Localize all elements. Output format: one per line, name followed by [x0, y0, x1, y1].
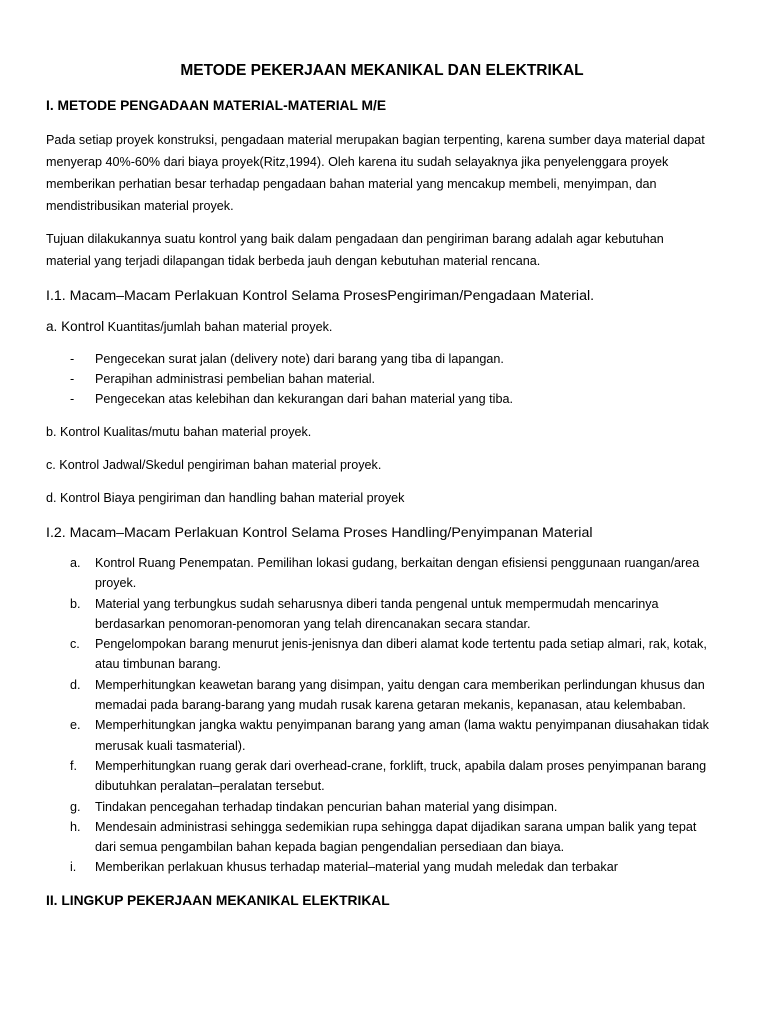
list-item	[46, 797, 710, 817]
dash-marker: -	[70, 392, 75, 406]
list-item-text: Pengecekan surat jalan (delivery note) dari barang yang tiba di lapangan.	[95, 352, 504, 366]
control-item-d: d. Kontrol Biaya pengiriman dan handling bahan material proyek	[46, 491, 405, 505]
control-item-c: c. Kontrol Jadwal/Skedul pengiriman bahan material proyek.	[46, 458, 382, 472]
list-marker: g.	[70, 799, 81, 814]
list-marker: h.	[70, 819, 81, 834]
list-item	[46, 857, 710, 877]
list-item-text: Memberikan perlakuan khusus terhadap material–material yang mudah meledak dan terbakar	[95, 860, 618, 875]
document-title: METODE PEKERJAAN MEKANIKAL DAN ELEKTRIKAL	[180, 62, 584, 79]
list-item-text: Mendesain administrasi sehingga sedemikian rupa sehingga dapat dijadikan sarana umpan balik yang tepat dari semua pengambilan bahan kepada bagian pengendalian persediaan dan biaya.	[95, 819, 697, 855]
list-item-text: Pengelompokan barang menurut jenis-jenisnya dan diberi alamat kode tertentu pada setiap almari, rak, kotak, atau timbunan barang.	[95, 637, 707, 672]
section-1-heading: I. METODE PENGADAAN MATERIAL-MATERIAL M/E	[46, 98, 387, 113]
control-item-b: b. Kontrol Kualitas/mutu bahan material proyek.	[46, 425, 312, 439]
list-item-text: Memperhitungkan ruang gerak dari overhead-crane, forklift, truck, apabila dalam proses penyimpanan barang dibutuhkan peralatan–peralatan tersebut.	[95, 758, 707, 794]
list-item-text: Pengecekan atas kelebihan dan kekurangan dari bahan material yang tiba.	[95, 392, 513, 406]
list-item	[46, 389, 710, 409]
list-item-text: Tindakan pencegahan terhadap tindakan pencurian bahan material yang disimpan.	[95, 799, 558, 814]
section-1-paragraph-1: Pada setiap proyek konstruksi, pengadaan material merupakan bagian terpenting, karena sumber daya material dapat menyerap 40%-60% dari biaya proyek(Ritz,1994). Oleh karena itu sudah selayaknya jika penyelenggara proyek memberikan perhatian besar terhadap pengadaan bahan material yang mencakup membeli, menyimpan, dan mendistribusikan material proyek.	[46, 133, 705, 213]
list-item-text: Memperhitungkan keawetan barang yang disimpan, yaitu dengan cara memberikan perlindungan khusus dan memadai pada barang-barang yang mudah rusak karena getaran mekanis, kepanasan, atau kelembaban.	[95, 677, 705, 713]
list-marker: b.	[70, 596, 81, 611]
dash-marker: -	[70, 352, 75, 366]
list-marker: c.	[70, 637, 80, 652]
list-item	[46, 675, 710, 716]
list-item	[46, 756, 710, 797]
list-marker: a.	[70, 556, 81, 570]
control-item-a-text: Kuantitas/jumlah bahan material proyek.	[104, 320, 333, 334]
quantity-check-list	[46, 349, 710, 409]
list-marker: i.	[70, 860, 77, 875]
dash-marker: -	[70, 372, 75, 386]
list-item	[46, 715, 710, 756]
list-item	[46, 634, 710, 675]
list-item	[46, 594, 710, 635]
subsection-1-1-heading: I.1. Macam–Macam Perlakuan Kontrol Selama ProsesPengiriman/Pengadaan Material.	[46, 288, 595, 304]
control-item-a-lead: a. Kontrol	[46, 319, 105, 334]
list-item-text: Memperhitungkan jangka waktu penyimpanan barang yang aman (lama waktu penyimpanan diusahakan tidak merusak kuali tasmaterial).	[95, 718, 709, 753]
subsection-1-2-heading: I.2. Macam–Macam Perlakuan Kontrol Selama Proses Handling/Penyimpanan Material	[46, 525, 593, 541]
list-item-text: Kontrol Ruang Penempatan. Pemilihan lokasi gudang, berkaitan dengan efisiensi penggunaan ruangan/area proyek.	[95, 556, 700, 591]
list-item	[46, 349, 710, 369]
list-marker: f.	[70, 758, 77, 773]
list-item-text: Material yang terbungkus sudah seharusnya diberi tanda pengenal untuk mempermudah mencarinya berdasarkan penomoran-penomoran yang telah direncanakan secara standar.	[95, 596, 659, 631]
handling-control-list	[46, 553, 710, 878]
control-item-a	[46, 316, 710, 338]
list-item	[46, 369, 710, 389]
list-item-text: Perapihan administrasi pembelian bahan material.	[95, 372, 376, 386]
list-item	[46, 817, 710, 858]
list-marker: e.	[70, 718, 81, 733]
section-2-heading: II. LINGKUP PEKERJAAN MEKANIKAL ELEKTRIKAL	[46, 892, 390, 908]
list-item	[46, 553, 710, 594]
section-1-paragraph-2: Tujuan dilakukannya suatu kontrol yang baik dalam pengadaan dan pengiriman barang adalah agar kebutuhan material yang terjadi dilapangan tidak berbeda jauh dengan kebutuhan material rencana.	[46, 232, 664, 268]
list-marker: d.	[70, 677, 81, 692]
